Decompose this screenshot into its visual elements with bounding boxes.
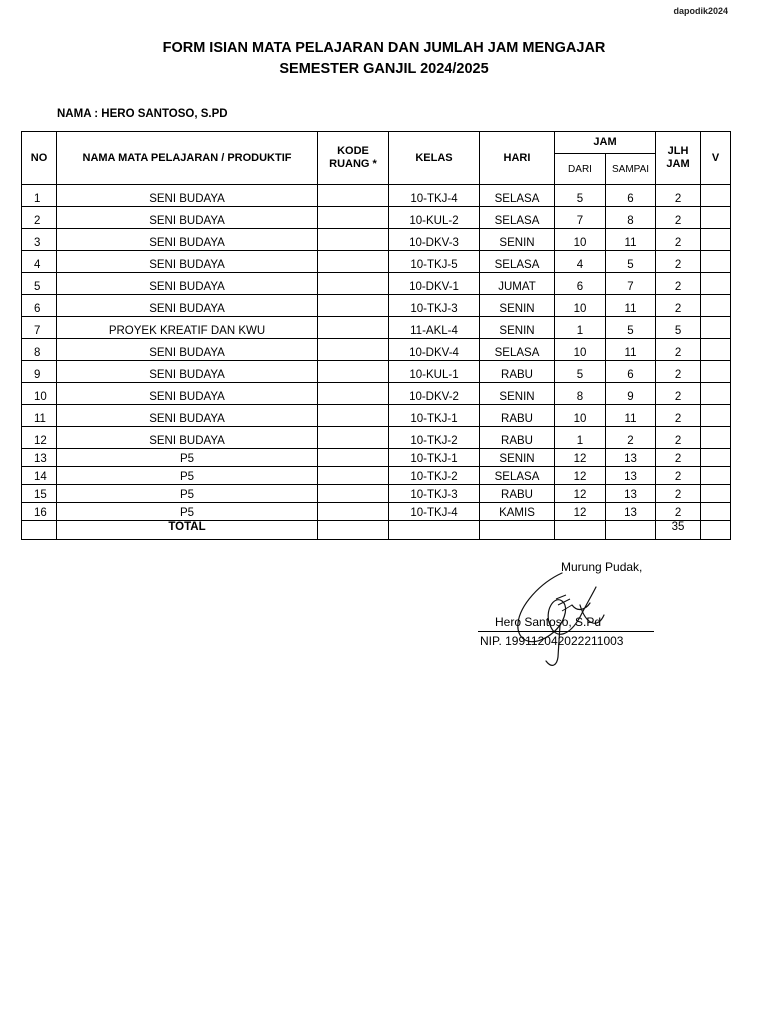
title-line-2: SEMESTER GANJIL 2024/2025 [279, 61, 489, 77]
title-line-1: FORM ISIAN MATA PELAJARAN DAN JUMLAH JAM MENGAJAR [162, 40, 606, 56]
cell-mapel: P5 [57, 503, 318, 521]
header-kelas: KELAS [389, 132, 480, 185]
cell-jlh-jam: 2 [656, 251, 701, 273]
cell-no: 16 [22, 503, 57, 521]
cell-dari: 7 [555, 207, 606, 229]
cell-sampai: 5 [606, 251, 656, 273]
cell-kelas: 10-TKJ-3 [389, 295, 480, 317]
table-row [22, 405, 731, 427]
cell-kelas: 10-TKJ-3 [389, 485, 480, 503]
cell-kelas: 10-TKJ-2 [389, 467, 480, 485]
total-cell-kelas [389, 521, 480, 540]
cell-kode-ruang [318, 251, 389, 273]
cell-hari: SENIN [480, 295, 555, 317]
total-value: 35 [656, 521, 701, 540]
cell-sampai: 5 [606, 317, 656, 339]
cell-mapel: P5 [57, 449, 318, 467]
total-cell-sampai [606, 521, 656, 540]
cell-kelas: 11-AKL-4 [389, 317, 480, 339]
cell-hari: RABU [480, 405, 555, 427]
header-mapel: NAMA MATA PELAJARAN / PRODUKTIF [57, 132, 318, 185]
cell-sampai: 11 [606, 339, 656, 361]
cell-dari: 10 [555, 295, 606, 317]
cell-mapel: SENI BUDAYA [57, 339, 318, 361]
table-row [22, 485, 731, 503]
cell-v [701, 317, 731, 339]
cell-sampai: 13 [606, 485, 656, 503]
cell-hari: JUMAT [480, 273, 555, 295]
cell-kelas: 10-KUL-1 [389, 361, 480, 383]
cell-jlh-jam: 2 [656, 503, 701, 521]
cell-kelas: 10-KUL-2 [389, 207, 480, 229]
cell-kelas: 10-TKJ-5 [389, 251, 480, 273]
cell-no: 4 [22, 251, 57, 273]
cell-kode-ruang [318, 229, 389, 251]
cell-mapel: SENI BUDAYA [57, 405, 318, 427]
cell-dari: 12 [555, 467, 606, 485]
cell-no: 8 [22, 339, 57, 361]
cell-sampai: 8 [606, 207, 656, 229]
cell-mapel: SENI BUDAYA [57, 207, 318, 229]
cell-v [701, 295, 731, 317]
table-row [22, 317, 731, 339]
cell-hari: SELASA [480, 251, 555, 273]
cell-sampai: 11 [606, 229, 656, 251]
header-sampai: SAMPAI [606, 154, 656, 185]
cell-sampai: 2 [606, 427, 656, 449]
cell-kelas: 10-DKV-4 [389, 339, 480, 361]
cell-jlh-jam: 2 [656, 427, 701, 449]
cell-hari: RABU [480, 427, 555, 449]
cell-kode-ruang [318, 361, 389, 383]
table-row [22, 273, 731, 295]
cell-mapel: SENI BUDAYA [57, 273, 318, 295]
cell-hari: RABU [480, 485, 555, 503]
total-cell-dari [555, 521, 606, 540]
cell-dari: 10 [555, 339, 606, 361]
cell-mapel: P5 [57, 485, 318, 503]
cell-kelas: 10-DKV-1 [389, 273, 480, 295]
cell-mapel: SENI BUDAYA [57, 185, 318, 207]
cell-kode-ruang [318, 449, 389, 467]
table-row [22, 503, 731, 521]
cell-jlh-jam: 2 [656, 361, 701, 383]
table-row [22, 229, 731, 251]
cell-hari: SENIN [480, 317, 555, 339]
total-cell-hari [480, 521, 555, 540]
cell-sampai: 11 [606, 405, 656, 427]
cell-no: 10 [22, 383, 57, 405]
header-jlh-jam [656, 132, 701, 185]
cell-mapel: SENI BUDAYA [57, 383, 318, 405]
cell-jlh-jam: 2 [656, 339, 701, 361]
watermark: dapodik2024 [673, 6, 728, 16]
table-row [22, 449, 731, 467]
cell-dari: 12 [555, 485, 606, 503]
header-kode-line2: RUANG * [329, 158, 377, 170]
signature-underline [478, 631, 654, 632]
cell-v [701, 361, 731, 383]
cell-kode-ruang [318, 427, 389, 449]
header-kode-ruang [318, 132, 389, 185]
cell-no: 9 [22, 361, 57, 383]
cell-mapel: SENI BUDAYA [57, 229, 318, 251]
cell-dari: 12 [555, 449, 606, 467]
cell-kode-ruang [318, 273, 389, 295]
cell-dari: 12 [555, 503, 606, 521]
cell-no: 6 [22, 295, 57, 317]
cell-jlh-jam: 2 [656, 467, 701, 485]
cell-v [701, 449, 731, 467]
header-jlh-line1: JLH [667, 145, 689, 157]
cell-jlh-jam: 2 [656, 273, 701, 295]
table-row [22, 383, 731, 405]
cell-v [701, 405, 731, 427]
cell-hari: SENIN [480, 229, 555, 251]
cell-sampai: 13 [606, 503, 656, 521]
cell-v [701, 251, 731, 273]
cell-mapel: SENI BUDAYA [57, 427, 318, 449]
cell-kode-ruang [318, 185, 389, 207]
total-cell-kode [318, 521, 389, 540]
cell-dari: 1 [555, 317, 606, 339]
cell-no: 3 [22, 229, 57, 251]
cell-v [701, 185, 731, 207]
cell-dari: 4 [555, 251, 606, 273]
table-row [22, 185, 731, 207]
cell-hari: SENIN [480, 383, 555, 405]
cell-kelas: 10-TKJ-2 [389, 427, 480, 449]
cell-no: 1 [22, 185, 57, 207]
cell-dari: 10 [555, 229, 606, 251]
total-label: TOTAL [57, 521, 318, 540]
header-v: V [701, 132, 731, 185]
cell-kelas: 10-TKJ-1 [389, 449, 480, 467]
cell-no: 5 [22, 273, 57, 295]
cell-kode-ruang [318, 383, 389, 405]
cell-dari: 5 [555, 361, 606, 383]
cell-kelas: 10-DKV-3 [389, 229, 480, 251]
document-title [0, 38, 768, 80]
cell-no: 12 [22, 427, 57, 449]
cell-dari: 8 [555, 383, 606, 405]
cell-no: 7 [22, 317, 57, 339]
cell-hari: SELASA [480, 185, 555, 207]
total-cell-no [22, 521, 57, 540]
cell-kelas: 10-TKJ-1 [389, 405, 480, 427]
cell-kode-ruang [318, 339, 389, 361]
cell-no: 2 [22, 207, 57, 229]
cell-mapel: SENI BUDAYA [57, 295, 318, 317]
cell-v [701, 383, 731, 405]
cell-sampai: 13 [606, 449, 656, 467]
cell-hari: SELASA [480, 207, 555, 229]
cell-sampai: 6 [606, 361, 656, 383]
cell-jlh-jam: 2 [656, 383, 701, 405]
cell-sampai: 6 [606, 185, 656, 207]
cell-hari: SELASA [480, 339, 555, 361]
cell-hari: SELASA [480, 467, 555, 485]
total-row [22, 521, 731, 540]
cell-jlh-jam: 2 [656, 449, 701, 467]
cell-jlh-jam: 2 [656, 295, 701, 317]
header-jlh-line2: JAM [666, 158, 690, 170]
header-hari: HARI [480, 132, 555, 185]
cell-mapel: SENI BUDAYA [57, 251, 318, 273]
cell-kode-ruang [318, 467, 389, 485]
cell-v [701, 503, 731, 521]
cell-jlh-jam: 2 [656, 485, 701, 503]
header-jam: JAM [555, 132, 656, 154]
cell-sampai: 11 [606, 295, 656, 317]
teacher-name: NAMA : HERO SANTOSO, S.PD [57, 108, 228, 120]
cell-sampai: 7 [606, 273, 656, 295]
signature-place: Murung Pudak, [561, 560, 643, 574]
cell-dari: 10 [555, 405, 606, 427]
total-cell-v [701, 521, 731, 540]
table-row [22, 361, 731, 383]
table-body [22, 185, 731, 540]
cell-kelas: 10-DKV-2 [389, 383, 480, 405]
cell-kode-ruang [318, 485, 389, 503]
cell-sampai: 9 [606, 383, 656, 405]
cell-mapel: SENI BUDAYA [57, 361, 318, 383]
cell-kode-ruang [318, 317, 389, 339]
table-row [22, 467, 731, 485]
cell-v [701, 427, 731, 449]
cell-v [701, 485, 731, 503]
cell-hari: KAMIS [480, 503, 555, 521]
cell-no: 13 [22, 449, 57, 467]
cell-kode-ruang [318, 405, 389, 427]
cell-v [701, 339, 731, 361]
table-row [22, 251, 731, 273]
cell-mapel: P5 [57, 467, 318, 485]
cell-kelas: 10-TKJ-4 [389, 503, 480, 521]
cell-kode-ruang [318, 207, 389, 229]
cell-jlh-jam: 5 [656, 317, 701, 339]
schedule-table [21, 131, 731, 540]
cell-kode-ruang [318, 503, 389, 521]
cell-hari: SENIN [480, 449, 555, 467]
cell-kelas: 10-TKJ-4 [389, 185, 480, 207]
cell-jlh-jam: 2 [656, 207, 701, 229]
cell-no: 15 [22, 485, 57, 503]
cell-no: 11 [22, 405, 57, 427]
table-row [22, 207, 731, 229]
table-row [22, 295, 731, 317]
cell-v [701, 273, 731, 295]
cell-jlh-jam: 2 [656, 229, 701, 251]
cell-jlh-jam: 2 [656, 405, 701, 427]
signature-name: Hero Santoso, S.Pd [495, 615, 602, 629]
header-no: NO [22, 132, 57, 185]
cell-v [701, 207, 731, 229]
header-dari: DARI [555, 154, 606, 185]
header-kode-line1: KODE [337, 145, 369, 157]
cell-dari: 5 [555, 185, 606, 207]
table-row [22, 427, 731, 449]
cell-hari: RABU [480, 361, 555, 383]
cell-jlh-jam: 2 [656, 185, 701, 207]
cell-kode-ruang [318, 295, 389, 317]
cell-sampai: 13 [606, 467, 656, 485]
cell-no: 14 [22, 467, 57, 485]
cell-dari: 6 [555, 273, 606, 295]
signature-nip: NIP. 199112042022211003 [480, 634, 624, 648]
table-row [22, 339, 731, 361]
cell-v [701, 229, 731, 251]
cell-mapel: PROYEK KREATIF DAN KWU [57, 317, 318, 339]
cell-v [701, 467, 731, 485]
cell-dari: 1 [555, 427, 606, 449]
